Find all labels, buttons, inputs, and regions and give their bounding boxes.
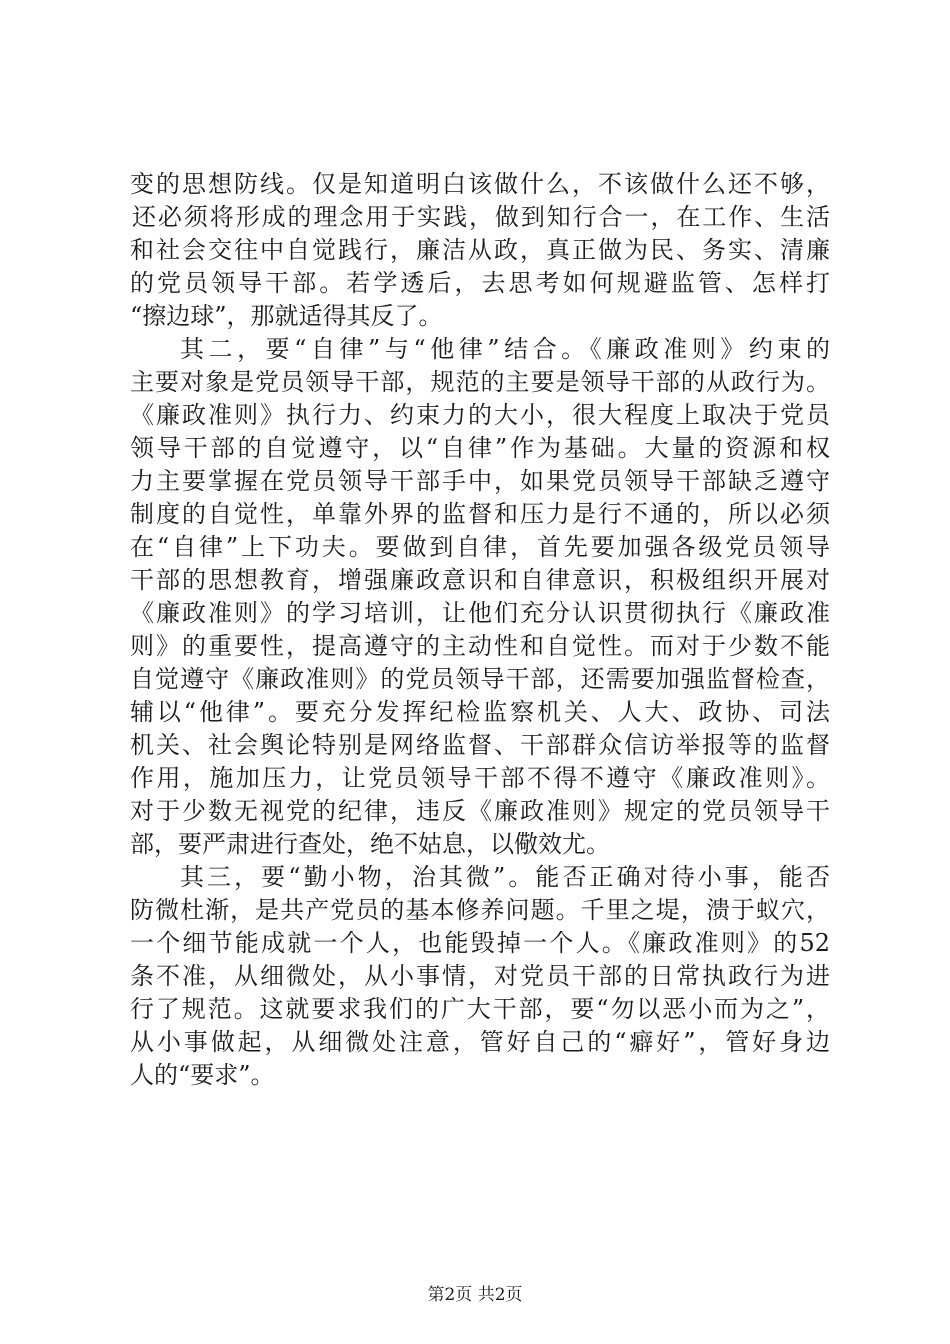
- text-line: 主要对象是党员领导干部，规范的主要是领导干部的从政行为。: [130, 368, 830, 396]
- text-line: 人的“要求”。: [130, 1061, 275, 1089]
- text-line: 自觉遵守《廉政准则》的党员领导干部，还需要加强监督检查，: [130, 665, 830, 693]
- text-line: 对于少数无视党的纪律，违反《廉政准则》规定的党员领导干: [130, 797, 830, 825]
- page-footer: 第2页 共2页: [427, 1285, 523, 1305]
- text-line: 变的思想防线。仅是知道明白该做什么，不该做什么还不够，: [130, 170, 830, 198]
- paragraph-start-line: 其三，要“勤小物，治其微”。能否正确对待小事，能否: [180, 863, 830, 891]
- text-line: 还必须将形成的理念用于实践，做到知行合一，在工作、生活: [132, 203, 830, 231]
- paragraph-start-line: 其二，要“自律”与“他律”结合。《廉政准则》约束的: [180, 335, 830, 363]
- text-line: 作用，施加压力，让党员领导干部不得不遵守《廉政准则》。: [130, 764, 830, 792]
- text-line: 领导干部的自觉遵守，以“自律”作为基础。大量的资源和权: [130, 434, 830, 462]
- document-body: [130, 168, 830, 1092]
- text-line: 干部的思想教育，增强廉政意识和自律意识，积极组织开展对: [130, 566, 830, 594]
- text-line: 一个细节能成就一个人，也能毁掉一个人。《廉政准则》的52: [130, 929, 830, 957]
- text-line: 和社会交往中自觉践行，廉洁从政，真正做为民、务实、清廉: [130, 236, 830, 264]
- text-line: 机关、社会舆论特别是网络监督、干部群众信访举报等的监督: [130, 731, 830, 759]
- text-line: 制度的自觉性，单靠外界的监督和压力是行不通的，所以必须: [130, 500, 830, 528]
- text-line: 的党员领导干部。若学透后，去思考如何规避监管、怎样打: [130, 269, 830, 297]
- text-line: 在“自律”上下功夫。要做到自律，首先要加强各级党员领导: [130, 533, 830, 561]
- text-line: 《廉政准则》执行力、约束力的大小，很大程度上取决于党员: [130, 401, 830, 429]
- text-line: 部，要严肃进行查处，绝不姑息，以儆效尤。: [130, 830, 610, 858]
- text-line: “擦边球”，那就适得其反了。: [130, 302, 443, 330]
- text-line: 防微杜渐，是共产党员的基本修养问题。千里之堤，溃于蚁穴，: [130, 896, 830, 924]
- text-line: 力主要掌握在党员领导干部手中，如果党员领导干部缺乏遵守: [130, 467, 830, 495]
- text-line: 《廉政准则》的学习培训，让他们充分认识贯彻执行《廉政准: [130, 599, 830, 627]
- text-line: 则》的重要性，提高遵守的主动性和自觉性。而对于少数不能: [130, 632, 830, 660]
- text-line: 从小事做起，从细微处注意，管好自己的“癖好”，管好身边: [130, 1028, 830, 1056]
- text-line: 条不准，从细微处，从小事情，对党员干部的日常执政行为进: [130, 962, 830, 990]
- text-line: 辅以“他律”。要充分发挥纪检监察机关、人大、政协、司法: [130, 698, 830, 726]
- text-line: 行了规范。这就要求我们的广大干部，要“勿以恶小而为之”，: [130, 995, 830, 1023]
